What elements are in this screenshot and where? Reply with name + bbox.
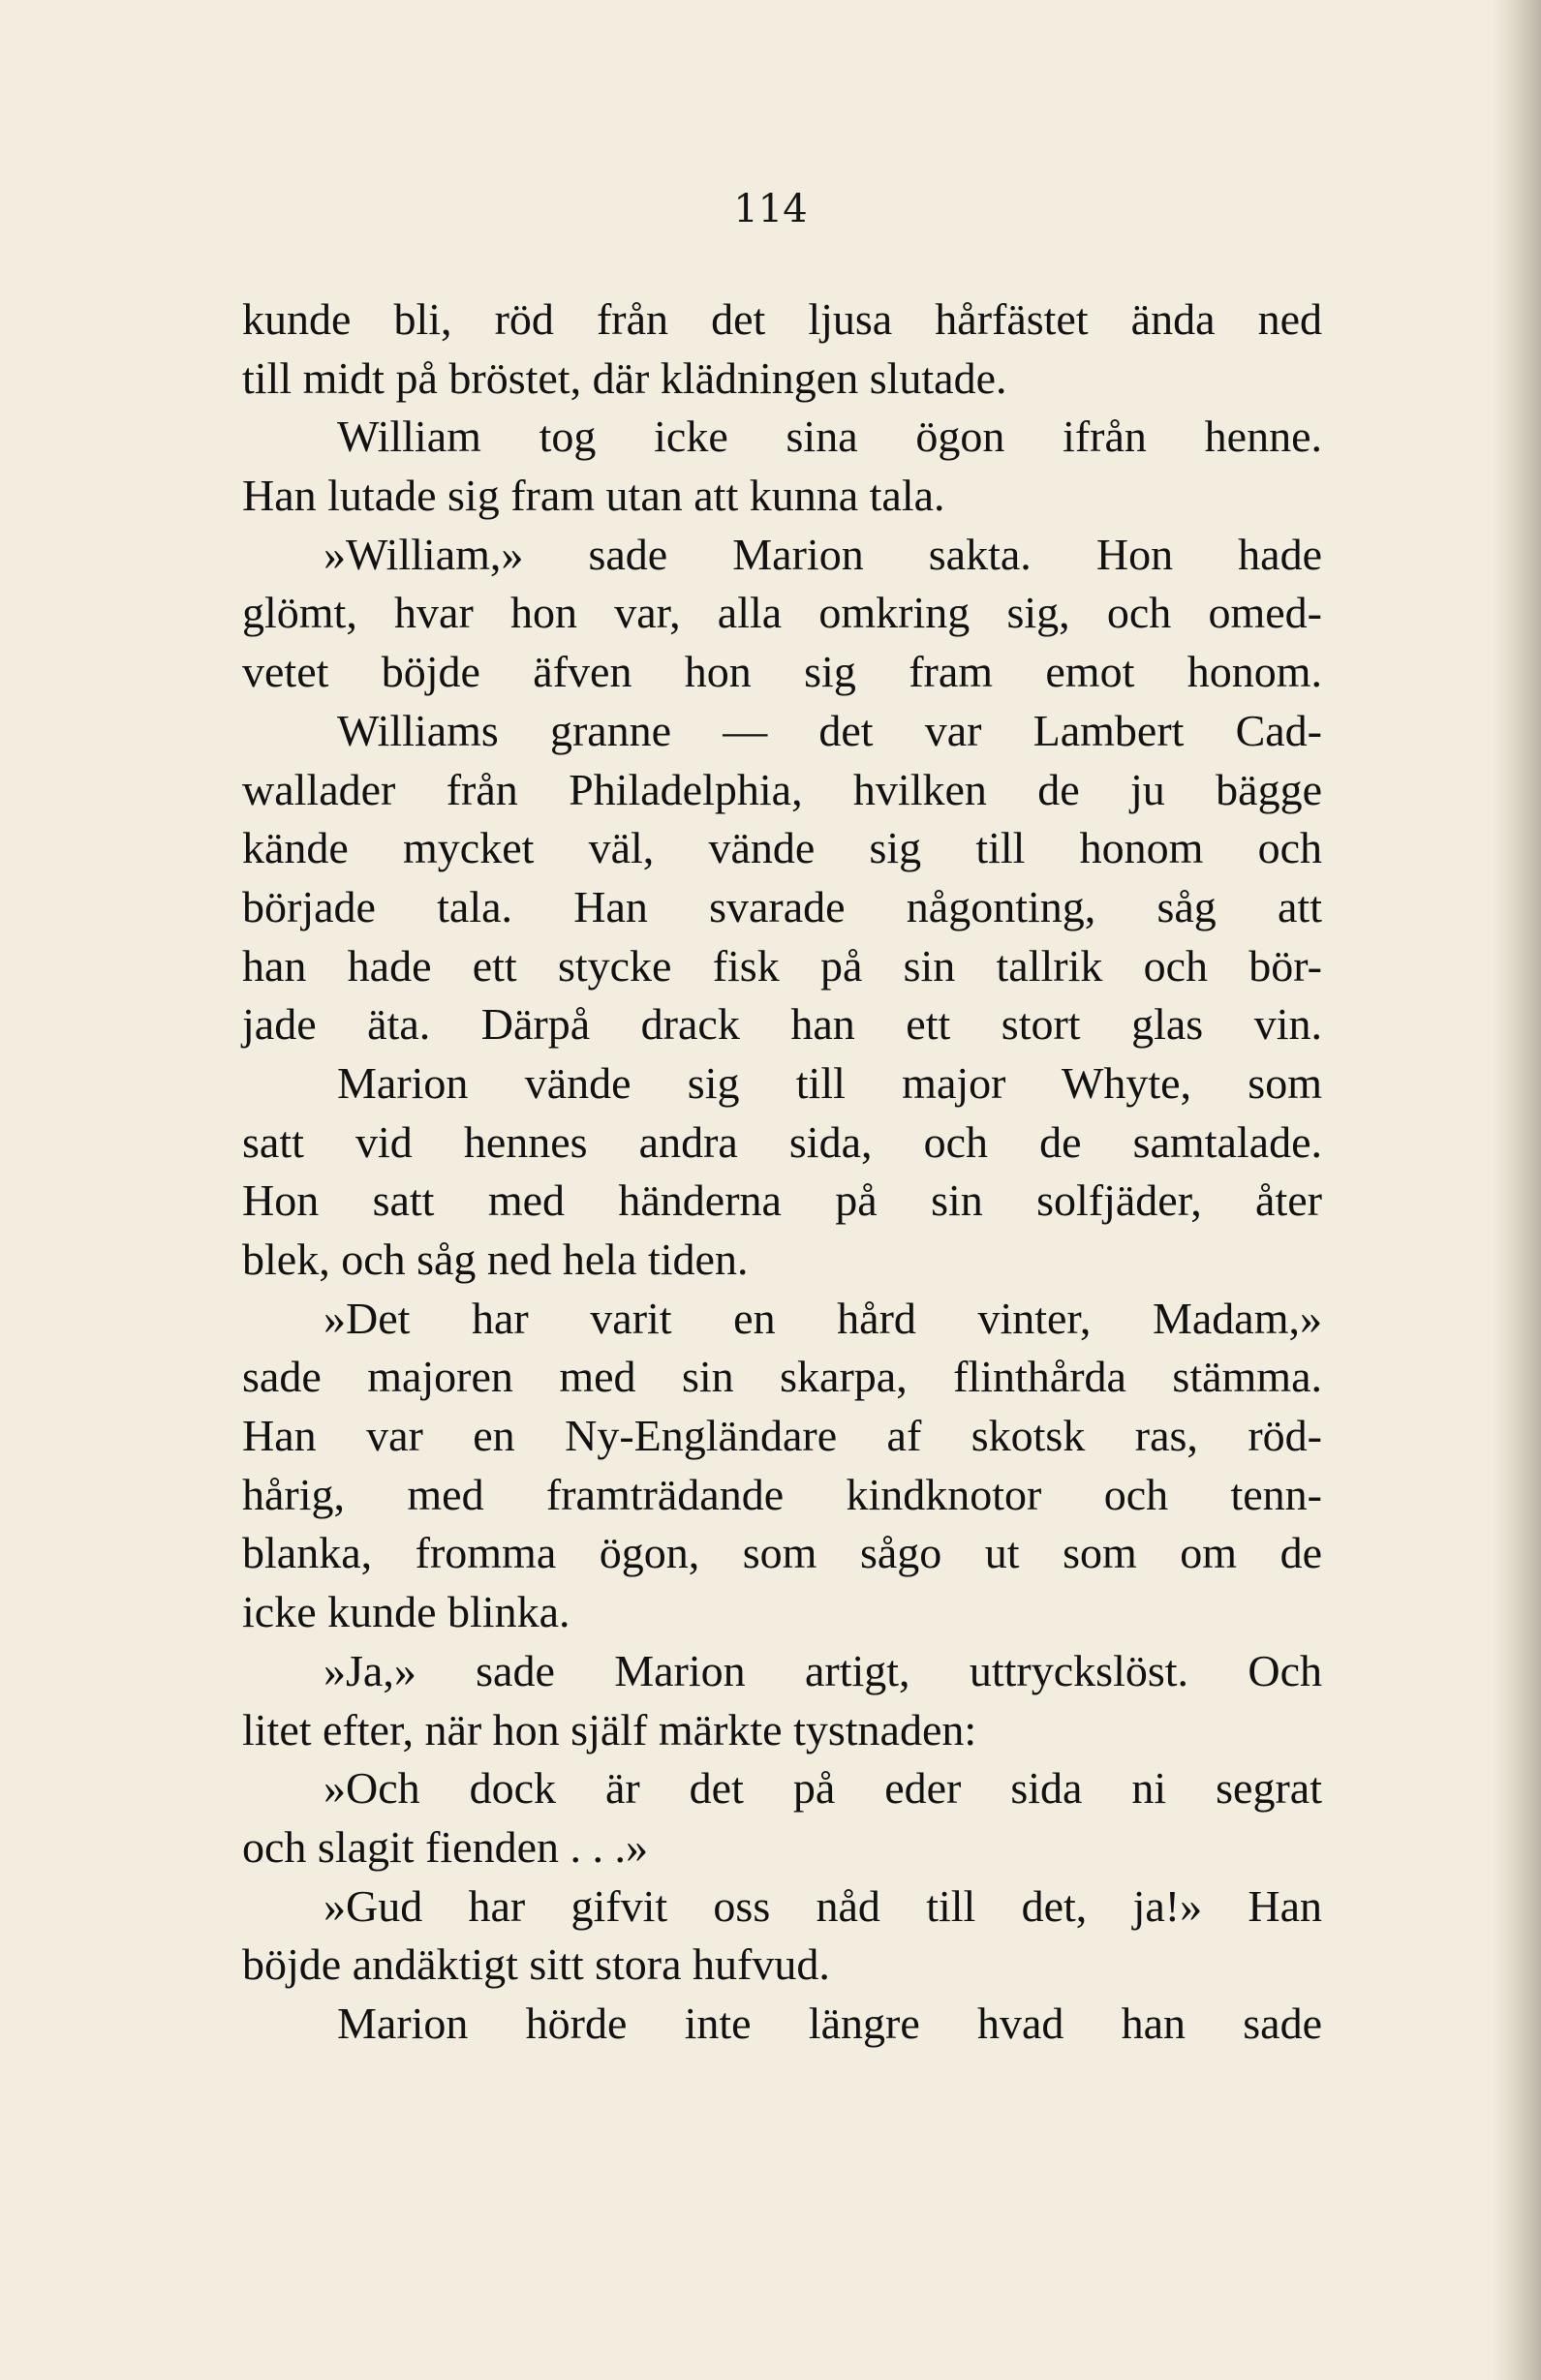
text-line: William tog icke sina ögon ifrån henne.: [337, 412, 1322, 462]
text-line: blanka, fromma ögon, som sågo ut som om de: [242, 1528, 1322, 1578]
text-line: vetet böjde äfven hon sig fram emot honom.: [242, 647, 1322, 697]
text-line: och slagit fienden . . .»: [242, 1821, 649, 1872]
text-line: Marion vände sig till major Whyte, som: [337, 1057, 1322, 1108]
text-line: jade äta. Därpå drack han ett stort glas vin.: [242, 999, 1322, 1050]
text-line: litet efter, när hon själf märkte tystnaden:: [242, 1704, 977, 1754]
text-line: han hade ett stycke fisk på sin tallrik och bör-: [242, 940, 1322, 991]
text-line: Marion hörde inte längre hvad han sade: [337, 1998, 1322, 2048]
text-line: »Gud har gifvit oss nåd till det, ja!» Han: [324, 1880, 1322, 1931]
text-line: blek, och såg ned hela tiden.: [242, 1235, 749, 1284]
text-line: hårig, med framträdande kindknotor och tenn-: [242, 1469, 1322, 1519]
body-text: [242, 290, 1322, 2054]
text-line: Williams granne — det var Lambert Cad-: [337, 705, 1322, 755]
text-line: »Och dock är det på eder sida ni segrat: [324, 1763, 1322, 1814]
text-line: glömt, hvar hon var, alla omkring sig, och omed-: [242, 588, 1322, 638]
text-line: Han var en Ny-Engländare af skotsk ras, röd-: [242, 1411, 1322, 1461]
text-line: började tala. Han svarade någonting, såg att: [242, 881, 1322, 931]
text-line: »Ja,» sade Marion artigt, uttryckslöst. Och: [324, 1645, 1322, 1695]
page-number: 114: [733, 187, 808, 231]
text-line: Hon satt med händerna på sin solfjäder, åter: [242, 1175, 1322, 1226]
text-line: böjde andäktigt sitt stora hufvud.: [242, 1939, 830, 1990]
text-line: »Det har varit en hård vinter, Madam,»: [324, 1293, 1322, 1343]
text-line: kunde bli, röd från det ljusa hårfästet ända ned: [242, 294, 1322, 344]
text-line: »William,» sade Marion sakta. Hon hade: [324, 529, 1322, 579]
text-line: icke kunde blinka.: [242, 1587, 570, 1637]
text-line: wallader från Philadelphia, hvilken de ju bägge: [242, 764, 1322, 814]
text-line: satt vid hennes andra sida, och de samtalade.: [242, 1116, 1322, 1167]
text-line: till midt på bröstet, där klädningen slutade.: [242, 352, 1007, 403]
text-line: sade majoren med sin skarpa, flinthårda stämma.: [242, 1352, 1322, 1402]
text-line: kände mycket väl, vände sig till honom och: [242, 823, 1322, 873]
text-line: Han lutade sig fram utan att kunna tala.: [242, 471, 945, 521]
